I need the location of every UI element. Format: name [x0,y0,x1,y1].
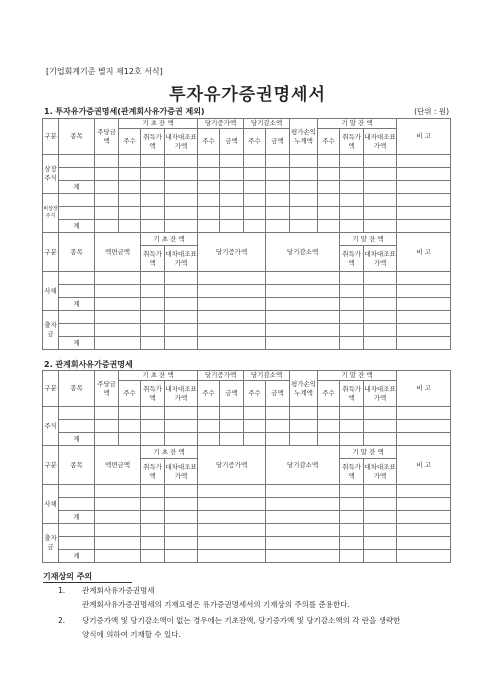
section-1-heading: 1. 투자유가증권명세(관계회사유가증권 제외) [44,107,205,116]
col-danggi-dec: 당기감소액 [244,371,290,381]
col-chwideuk: 취득가액 [141,246,165,272]
fund-label: 출자금 [43,524,59,563]
fund-label: 출자금 [43,311,59,350]
table-row [43,485,451,498]
table-row [43,498,451,511]
col-gimal: 기 말 잔 액 [340,446,397,459]
col-pyeongga: 평가손익누계액 [290,119,318,155]
col-gicho: 기 초 잔 액 [119,371,198,381]
col-geumaek: 금액 [266,129,290,155]
bisangjang-stock-label: 비상장주식 [43,194,59,233]
total-row [43,433,451,446]
col-gicho: 기 초 잔 액 [141,233,198,246]
col-naeja: 내자대조표가액 [165,129,198,155]
total-label: 계 [59,511,95,524]
col-geumaek: 금액 [266,381,290,407]
note-number: 2. [58,616,66,625]
bond-header-row-1 [43,446,451,459]
col-naeja: 내자대조표가액 [165,381,198,407]
section-2-heading: 2. 관계회사유가증권명세 [44,360,133,369]
total-label: 계 [59,433,95,446]
section-1-table [42,118,451,350]
table-row [43,407,451,420]
section-2-table [42,370,451,563]
total-row [43,337,451,350]
total-label: 계 [59,337,95,350]
col-daecha: 대차대조표가액 [364,246,397,272]
col-naeja: 내자대조표가액 [364,381,397,407]
col-jugeum: 주당금액 [95,119,119,155]
total-row [43,298,451,311]
total-row [43,181,451,194]
table-row [43,524,451,537]
table-row [43,324,451,337]
col-chwideuk: 취득가액 [340,246,364,272]
col-chwideuk: 취득가액 [141,129,165,155]
col-chwideuk: 취득가액 [141,459,165,485]
stock-label: 주식 [43,407,59,446]
col-gubun: 구분 [43,371,59,407]
col-danggi-inc: 당기증가액 [198,233,266,272]
sangjang-stock-label: 상장주식 [43,155,59,194]
total-label: 계 [59,181,95,194]
col-gimal: 기 말 잔 액 [340,233,397,246]
table-row [43,537,451,550]
table-row [43,207,451,220]
col-danggi-inc: 당기증가액 [198,446,266,485]
col-danggi-dec: 당기감소액 [266,233,340,272]
col-bigo: 비 고 [397,119,451,155]
col-jongmok: 종목 [59,371,95,407]
total-label: 계 [59,298,95,311]
note-line: 관계회사유가증권명세 [82,586,155,595]
col-danggi-dec: 당기감소액 [244,119,290,129]
col-jusu: 주수 [119,129,141,155]
col-daecha: 대차대조표가액 [165,246,198,272]
col-danggi-inc: 당기증가액 [198,371,244,381]
col-jongmok: 종목 [59,446,95,485]
col-gicho: 기 초 잔 액 [141,446,198,459]
col-pyeongga: 평가손익누계액 [290,371,318,407]
total-label: 계 [59,550,95,563]
table-row [43,420,451,433]
col-jusu: 주수 [119,381,141,407]
table-row [43,272,451,285]
note-number: 1. [58,586,66,595]
table-row [43,285,451,298]
col-bigo: 비 고 [397,446,451,485]
document-title: 투자유가증권명세서 [169,85,326,105]
bond-label: 사채 [43,272,59,311]
col-jusu: 주수 [318,381,340,407]
col-jusu: 주수 [198,129,220,155]
total-label: 계 [59,220,95,233]
form-reference: [기업회계기준 별지 제12호 서식] [46,67,163,76]
col-aekmyeon: 액면금액 [95,233,141,272]
notes-heading: 기재상의 주의 [43,571,132,583]
col-geumaek: 금액 [220,129,244,155]
table-row [43,311,451,324]
col-bigo: 비 고 [397,371,451,407]
note-line: 양식에 의하여 기재할 수 있다. [82,630,181,639]
col-chwideuk: 취득가액 [340,129,364,155]
total-row [43,550,451,563]
col-daecha: 대차대조표가액 [165,459,198,485]
col-chwideuk: 취득가액 [141,381,165,407]
table-row [43,155,451,168]
note-line: 당기증가액 및 당기감소액이 없는 경우에는 기초잔액, 당기증가액 및 당기감소액의 각 란을 생략한 [82,616,401,625]
col-jongmok: 종목 [59,233,95,272]
col-jusu: 주수 [244,129,266,155]
col-jongmok: 종목 [59,119,95,155]
col-jusu: 주수 [198,381,220,407]
table-row [43,168,451,181]
col-daecha: 대차대조표가액 [364,459,397,485]
table-row [43,194,451,207]
bond-header-row-1 [43,233,451,246]
stock-header-row-1 [43,119,451,129]
col-naeja: 내자대조표가액 [364,129,397,155]
col-gubun: 구분 [43,233,59,272]
col-jugeum: 주당금액 [95,371,119,407]
col-chwideuk: 취득가액 [340,381,364,407]
col-bigo: 비 고 [397,233,451,272]
col-aekmyeon: 액면금액 [95,446,141,485]
col-jusu: 주수 [318,129,340,155]
stock-header-row-1 [43,371,451,381]
col-gicho: 기 초 잔 액 [119,119,198,129]
col-gubun: 구분 [43,446,59,485]
col-danggi-inc: 당기증가액 [198,119,244,129]
note-line: 관계회사유가증권명세의 기재요령은 유가증권명세서의 기재상의 주의를 준용한다. [82,600,350,609]
col-gimal: 기 말 잔 액 [318,371,397,381]
bond-label: 사채 [43,485,59,524]
col-danggi-dec: 당기감소액 [266,446,340,485]
col-geumaek: 금액 [220,381,244,407]
total-row [43,511,451,524]
unit-label: (단위 : 원) [414,107,449,116]
col-gimal: 기 말 잔 액 [318,119,397,129]
col-gubun: 구분 [43,119,59,155]
col-jusu: 주수 [244,381,266,407]
col-chwideuk: 취득가액 [340,459,364,485]
total-row [43,220,451,233]
